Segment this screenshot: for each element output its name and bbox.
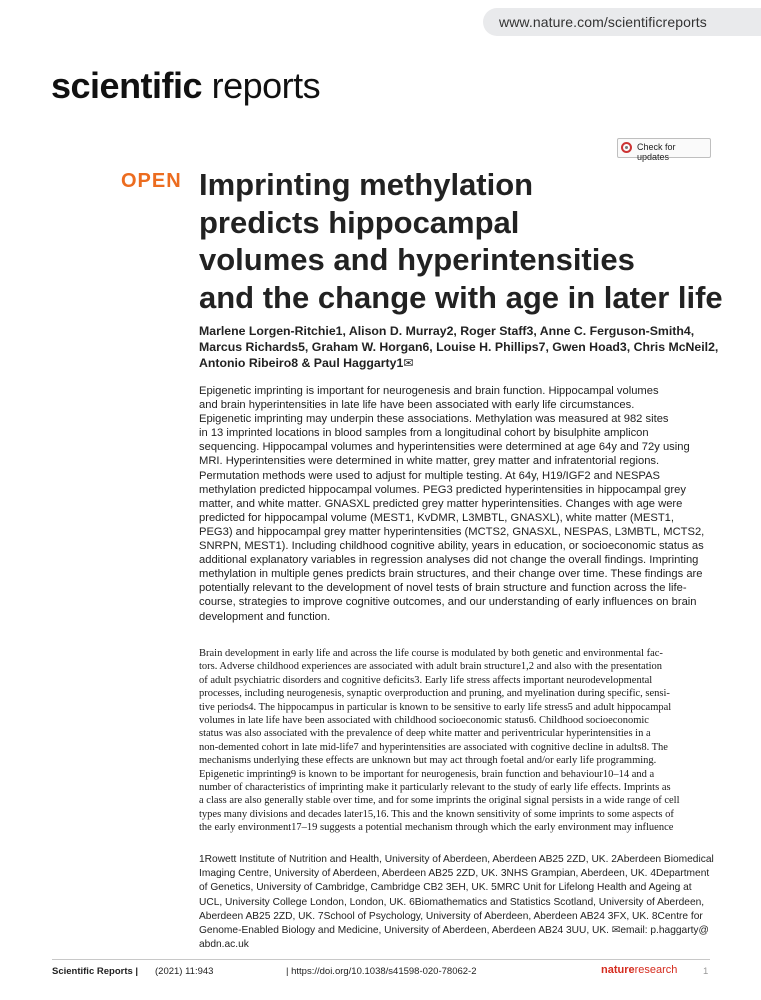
update-check-icon [621,142,632,153]
open-access-badge: OPEN [121,170,182,192]
journal-url-bar[interactable] [483,8,761,36]
footer-journal: Scientific Reports | [52,966,139,977]
publisher-logo [601,964,677,976]
footer-year-volume: (2021) 11:943 [155,966,214,977]
logo-light: reports [211,65,321,106]
check-for-updates-label: Check for updates [637,142,676,162]
journal-url[interactable]: www.nature.com/scientificreports [499,14,707,30]
logo-bold: scientific [51,65,203,106]
footer-divider [52,959,710,960]
journal-logo [51,66,320,106]
check-for-updates-button[interactable] [617,138,711,162]
abstract: Epigenetic imprinting is important for neurogenesis and brain function. Hippocampal volumes and brain hyperintensities in late life have been associated with early life circumstances. Epigenetic imprinting may underpin these associations. Methylation was measured at 982 sites in 13 imprinted locations in blood samples from a longitudinal cohort by bisulphite amplicon sequencing. Hippocampal volumes and hyperintensities were determined at age 64y and 72y using MRI. Hyperintensities were determined in white matter, grey matter and infratentorial regions. Permutation methods were used to adjust for multiple testing. At 64y, H19/IGF2 and NESPAS methylation predicted hippocampal volumes. PEG3 predicted hyperintensities in hippocampal grey matter, and white matter. GNASXL predicted grey matter hyperintensities. Changes with age were predicted for hippocampal volume (MEST1, KvDMR, L3MBTL, GNASXL), white matter (MEST1, PEG3) and hippocampal grey matter hyperintensities (MCTS2, GNASXL, NESPAS, L3MBTL, MCTS2, SNRPN, MEST1). Including childhood cognitive ability, years in education, or socioeconomic status as additional explanatory variables in regression analyses did not change the overall findings. Imprinting methylation in multiple genes predicts brain structures, and their change over time. These findings are potentially relevant to the development of novel tests of brain structure and function across the life- course, strategies to improve cognitive outcomes, and our understanding of early influences on brain development and function. [199,385,705,623]
body-text: Brain development in early life and across the life course is modulated by both genetic and environmental fac- tors. Adverse childhood experiences are associated with adult brain structure1,2 and also with the presentation of adult psychiatric disorders and cognitive deficits3. Early life stress affects important neurodevelopmental processes, including neurogenesis, synaptic overproduction and pruning, and myelination during specific, sensi- tive periods4. The hippocampus in particular is known to be sensitive to early life stress5 and adult hippocampal volumes in late life have been associated with childhood socioeconomic status6. Childhood socioeconomic status was also associated with the prevalence of deep white matter and periventricular hyperintensities in a non-demented cohort in late mid-life7 and hyperintensities are associated with cognitive decline in adults8. The mechanisms underlying these effects are unknown but may act through foetal and/or early life programming. Epigenetic imprinting9 is known to be important for neurogenesis, brain function and behaviour10–14 and a number of characteristics of imprinting make it particularly relevant to the study of early life effects. Imprints as a class are also generally stable over time, and for some imprints the original signal persists in a wide range of cell types many divisions and decades later15,16. This and the known sensitivity of some imprints to some aspects of the early environment17–19 suggests a potential mechanism through which the early environment may influence [199,648,680,834]
footer-doi-link[interactable]: | https://doi.org/10.1038/s41598-020-78062-2 [286,966,477,977]
page-number: 1 [703,966,709,977]
publisher-bold: nature [601,964,635,976]
publisher-light: research [634,964,678,976]
author-list[interactable]: Marlene Lorgen‑Ritchie1, Alison D. Murray2, Roger Staff3, Anne C. Ferguson‑Smith4, Marcus Richards5, Graham W. Horgan6, Louise H. Phillips7, Gwen Hoad3, Chris McNeil2, Antonio Ribeiro8 & Paul Haggarty1✉ [199,324,719,370]
affiliations: 1Rowett Institute of Nutrition and Health, University of Aberdeen, Aberdeen AB25 2ZD, UK. 2Aberdeen Biomedical Imaging Centre, University of Aberdeen, Aberdeen AB25 2ZD, UK. 3NHS Grampian, Aberdeen, UK. 4Department of Genetics, University of Cambridge, Cambridge CB2 3EH, UK. 5MRC Unit for Lifelong Health and Ageing at UCL, University College London, London, UK. 6Biomathematics and Statistics Scotland, University of Aberdeen, Aberdeen AB25 2ZD, UK. 7School of Psychology, University of Aberdeen, Aberdeen AB24 3FX, UK. 8Centre for Genome-Enabled Biology and Medicine, University of Aberdeen, Aberdeen AB24 3UU, UK. ✉email: p.haggarty@ abdn.ac.uk [199,854,714,951]
article-title: Imprinting methylation predicts hippocampal volumes and hyperintensities and the change with age in later life [199,167,723,315]
